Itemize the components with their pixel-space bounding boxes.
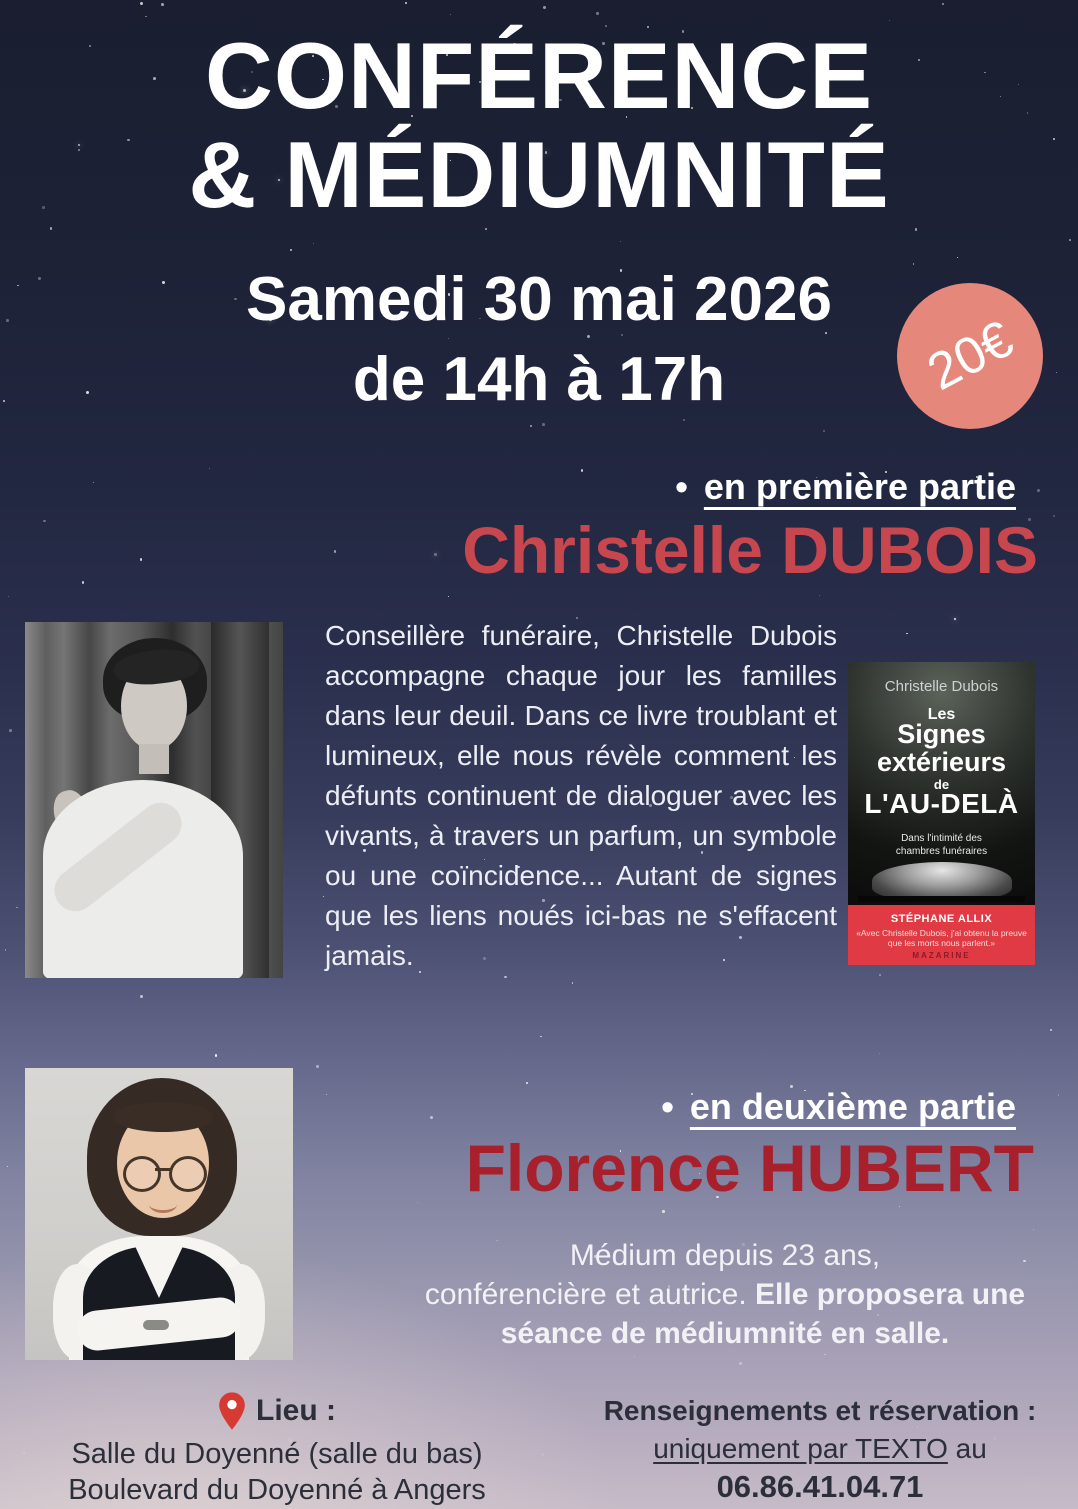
part1-label-text: en première partie bbox=[703, 466, 1016, 507]
table-shape bbox=[858, 896, 1025, 902]
location-line1: Salle du Doyenné (salle du bas) bbox=[71, 1438, 483, 1470]
location-label: Lieu : bbox=[256, 1394, 336, 1427]
book-title-line4: de bbox=[933, 777, 950, 792]
book-title-line2: Signes bbox=[897, 719, 986, 749]
contact-method: uniquement par TEXTO au bbox=[653, 1433, 987, 1464]
part2-description bbox=[380, 1236, 1070, 1353]
speaker-name-christelle-dubois: Christelle DUBOIS bbox=[462, 513, 1038, 587]
price-badge-text: 20€ bbox=[918, 310, 1022, 402]
book-title-line1: Les bbox=[927, 706, 956, 723]
poster-title-line1: CONFÉRENCE bbox=[204, 23, 874, 128]
shroud-image bbox=[872, 862, 1012, 900]
photo-florence-hubert bbox=[25, 1068, 293, 1360]
price-badge bbox=[897, 283, 1043, 429]
glasses-left-lens bbox=[123, 1156, 161, 1192]
bracelet-shape bbox=[143, 1320, 169, 1330]
collar-shape bbox=[135, 1246, 183, 1298]
speaker-name-florence-hubert: Florence HUBERT bbox=[465, 1131, 1034, 1205]
event-time: de 14h à 17h bbox=[352, 345, 726, 414]
book-publisher: MAZARINE bbox=[912, 951, 971, 960]
book-subtitle: Dans l'intimité des chambres funéraires bbox=[895, 833, 988, 857]
contact-title: Renseignements et réservation : bbox=[603, 1395, 1037, 1426]
event-date-line1: Samedi 30 mai 2026 bbox=[246, 265, 832, 334]
bullet-icon: • bbox=[675, 466, 688, 507]
part2-description-line2: conférencière et autrice. Elle proposera une bbox=[424, 1278, 1026, 1311]
book-title-line3: extérieurs bbox=[876, 747, 1007, 777]
glasses-right-lens bbox=[169, 1156, 207, 1192]
book-title-line5: L'AU-DELÀ bbox=[864, 788, 1019, 819]
photo-christelle-dubois bbox=[25, 622, 283, 978]
map-pin-icon bbox=[218, 1392, 246, 1430]
book-author: Christelle Dubois bbox=[884, 678, 999, 695]
poster-title-line2: & MÉDIUMNITÉ bbox=[188, 122, 890, 227]
neck-shape bbox=[139, 744, 169, 774]
book-cover bbox=[848, 662, 1035, 965]
part1-description: Conseillère funéraire, Christelle Dubois accompagne chaque jour les familles dans leur deuil. Dans ce livre troublant et lumineux, elle nous révèle comment les défunts continuent de dialoguer avec les vivants, à travers un parfum, un symbole ou une coïncidence... Autant de signes que les liens noués ici-bas ne s'effacent jamais. bbox=[325, 620, 837, 971]
book-quote: «Avec Christelle Dubois, j'ai obtenu la preuve que les morts nous parlent.» bbox=[856, 928, 1027, 948]
contact-phone: 06.86.41.04.71 bbox=[716, 1469, 924, 1504]
fringe-shape bbox=[113, 1102, 213, 1132]
book-red-band bbox=[848, 905, 1035, 965]
contact-block bbox=[572, 1392, 1068, 1507]
location-block bbox=[27, 1386, 527, 1508]
glasses-bridge bbox=[155, 1168, 171, 1171]
book-endorser: STÉPHANE ALLIX bbox=[890, 913, 993, 925]
part2-label bbox=[661, 1086, 1016, 1128]
part2-label-text: en deuxième partie bbox=[689, 1086, 1016, 1127]
smile-shape bbox=[149, 1196, 177, 1213]
location-header bbox=[27, 1386, 527, 1436]
part1-label bbox=[675, 466, 1016, 508]
poster-title bbox=[0, 23, 1078, 227]
bullet-icon: • bbox=[661, 1086, 674, 1127]
location-line2: Boulevard du Doyenné à Angers bbox=[68, 1474, 486, 1506]
part2-description-line3: séance de médiumnité en salle. bbox=[500, 1317, 950, 1350]
part2-description-line1: Médium depuis 23 ans, bbox=[569, 1239, 881, 1272]
